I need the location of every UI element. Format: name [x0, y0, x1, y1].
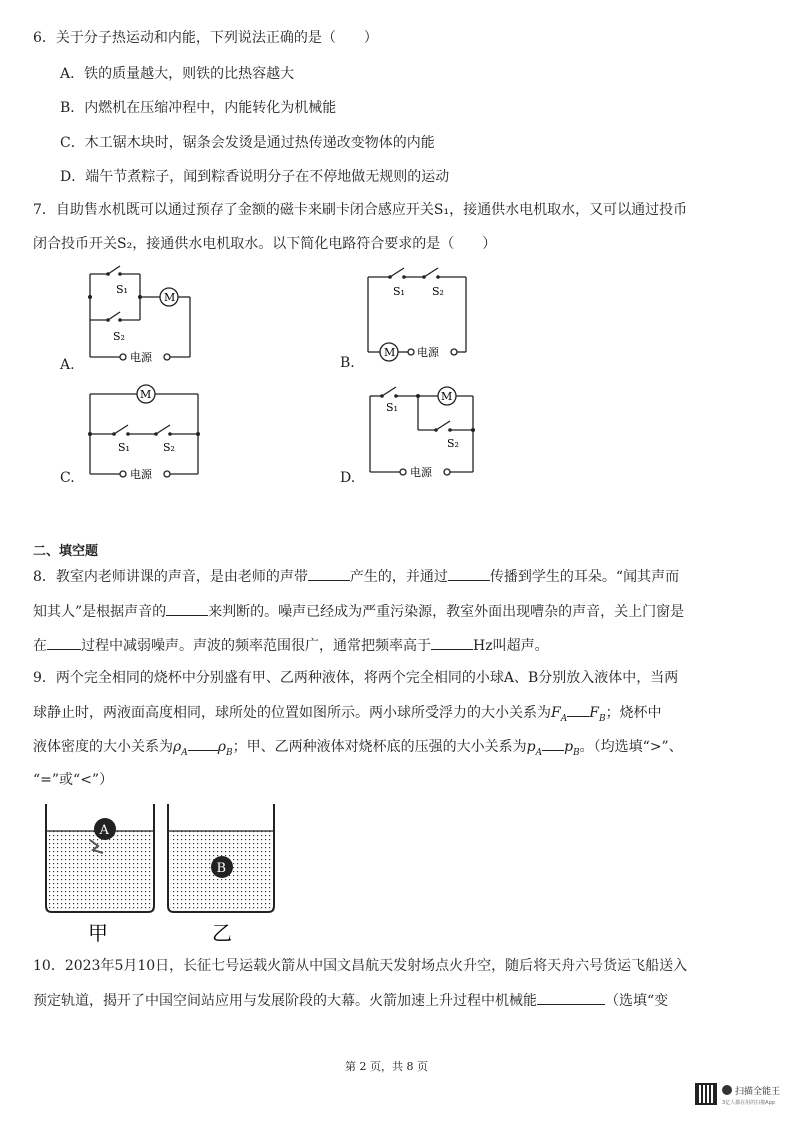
circuit-b-s1: S₁	[393, 285, 405, 298]
scanner-logo-icon	[722, 1085, 732, 1095]
qr-code-icon	[695, 1083, 717, 1105]
q6-option-c: C．木工锯木块时，锯条会发烫是通过热传递改变物体的内能	[60, 135, 435, 151]
ball-b-label: B	[216, 861, 227, 876]
q7-line2: 闭合投币开关S₂，接通供水电机取水。以下简化电路符合要求的是（ ）	[33, 236, 497, 252]
q9-blank-1[interactable]	[567, 702, 589, 717]
circuit-a-s2: S₂	[113, 330, 125, 343]
circuit-c-motor: M	[140, 388, 152, 401]
q10-line2: 预定轨道，揭开了中国空间站应用与发展阶段的大幕。火箭加速上升过程中机械能 （选填“变	[33, 990, 668, 1011]
q8-blank-5[interactable]	[431, 635, 473, 650]
circuit-d-s1: S₁	[386, 401, 398, 414]
q8-line2: 知其人”是根据声音的 来判断的。噪声已经成为严重污染源，教室外面出现嘈杂的声音，关上门窗是	[33, 601, 684, 622]
q8-blank-4[interactable]	[47, 635, 81, 650]
circuit-d-letter: D.	[340, 470, 356, 486]
circuit-c-s2: S₂	[163, 441, 175, 454]
circuit-c-diagram	[80, 378, 210, 488]
beaker-b-label: 乙	[212, 921, 232, 945]
q6-option-a: A．铁的质量越大，则铁的比热容越大	[60, 66, 295, 82]
q9-line1: 9．两个完全相同的烧杯中分别盛有甲、乙两种液体，将两个完全相同的小球A、B分别放入液体中，当两	[33, 670, 679, 686]
circuit-c-letter: C.	[60, 470, 75, 486]
circuit-b-diagram	[360, 262, 480, 372]
beaker-b	[168, 804, 274, 912]
watermark-brand: 扫描全能王	[735, 1087, 781, 1097]
q9-line2: 球静止时，两液面高度相同，球所处的位置如图所示。两小球所受浮力的大小关系为$F_A$ $F_B$；烧杯中	[33, 702, 662, 729]
q6-option-d: D．端午节煮粽子，闻到粽香说明分子在不停地做无规则的运动	[60, 169, 450, 185]
page-number: 第 2 页，共 8 页	[345, 1060, 428, 1073]
q9-blank-3[interactable]	[542, 736, 564, 751]
circuit-a-letter: A.	[60, 357, 75, 373]
circuit-a-diagram	[80, 262, 210, 372]
circuit-d-s2: S₂	[447, 437, 459, 450]
circuit-b-letter: B.	[340, 355, 355, 371]
ball-a-label: A	[99, 823, 109, 838]
circuit-b-motor: M	[384, 346, 396, 359]
beaker-a	[46, 804, 154, 912]
beaker-a-label: 甲	[88, 921, 108, 945]
q10-line1: 10．2023年5月10日，长征七号运载火箭从中国文昌航天发射场点火升空，随后将天舟六号货运飞船送入	[33, 958, 688, 974]
circuit-d-source: 电源	[410, 466, 432, 479]
circuit-b-source: 电源	[417, 346, 439, 359]
circuit-a-motor: M	[164, 291, 176, 304]
q6-stem: 6．关于分子热运动和内能，下列说法正确的是（ ）	[33, 30, 378, 46]
q8-line3: 在 过程中减弱噪声。声波的频率范围很广，通常把频率高于 Hz叫超声。	[33, 635, 549, 656]
circuit-d-diagram	[360, 378, 485, 488]
watermark-sub: 3亿人都在用的扫描App	[722, 1100, 775, 1106]
q10-blank-1[interactable]	[537, 990, 605, 1005]
q9-line3: 液体密度的大小关系为$\rho_A$ $\rho_B$；甲、乙两种液体对烧杯底的压强的大小关系为$p_A$ $p_B$。（均选填“>”、	[33, 736, 683, 763]
q9-blank-2[interactable]	[188, 736, 218, 751]
q7-line1: 7．自助售水机既可以通过预存了金额的磁卡来刷卡闭合感应开关S₁，接通供水电机取水，又可以通过投币	[33, 202, 688, 218]
beakers-figure	[40, 798, 280, 946]
circuit-a-source: 电源	[130, 351, 152, 364]
q8-blank-3[interactable]	[166, 601, 208, 616]
q8-line1: 8．教室内老师讲课的声音，是由老师的声带 产生的，并通过 传播到学生的耳朵。“闻其声而	[33, 566, 679, 587]
circuit-a-s1: S₁	[116, 283, 128, 296]
q8-blank-1[interactable]	[308, 566, 350, 581]
circuit-c-s1: S₁	[118, 441, 130, 454]
section-title: 二、填空题	[33, 544, 99, 559]
circuit-c-source: 电源	[130, 468, 152, 481]
q9-line4: “=”或“<”）	[33, 772, 114, 788]
q8-blank-2[interactable]	[448, 566, 490, 581]
circuit-d-motor: M	[441, 390, 453, 403]
circuit-b-s2: S₂	[432, 285, 444, 298]
q6-option-b: B．内燃机在压缩冲程中，内能转化为机械能	[60, 100, 337, 116]
